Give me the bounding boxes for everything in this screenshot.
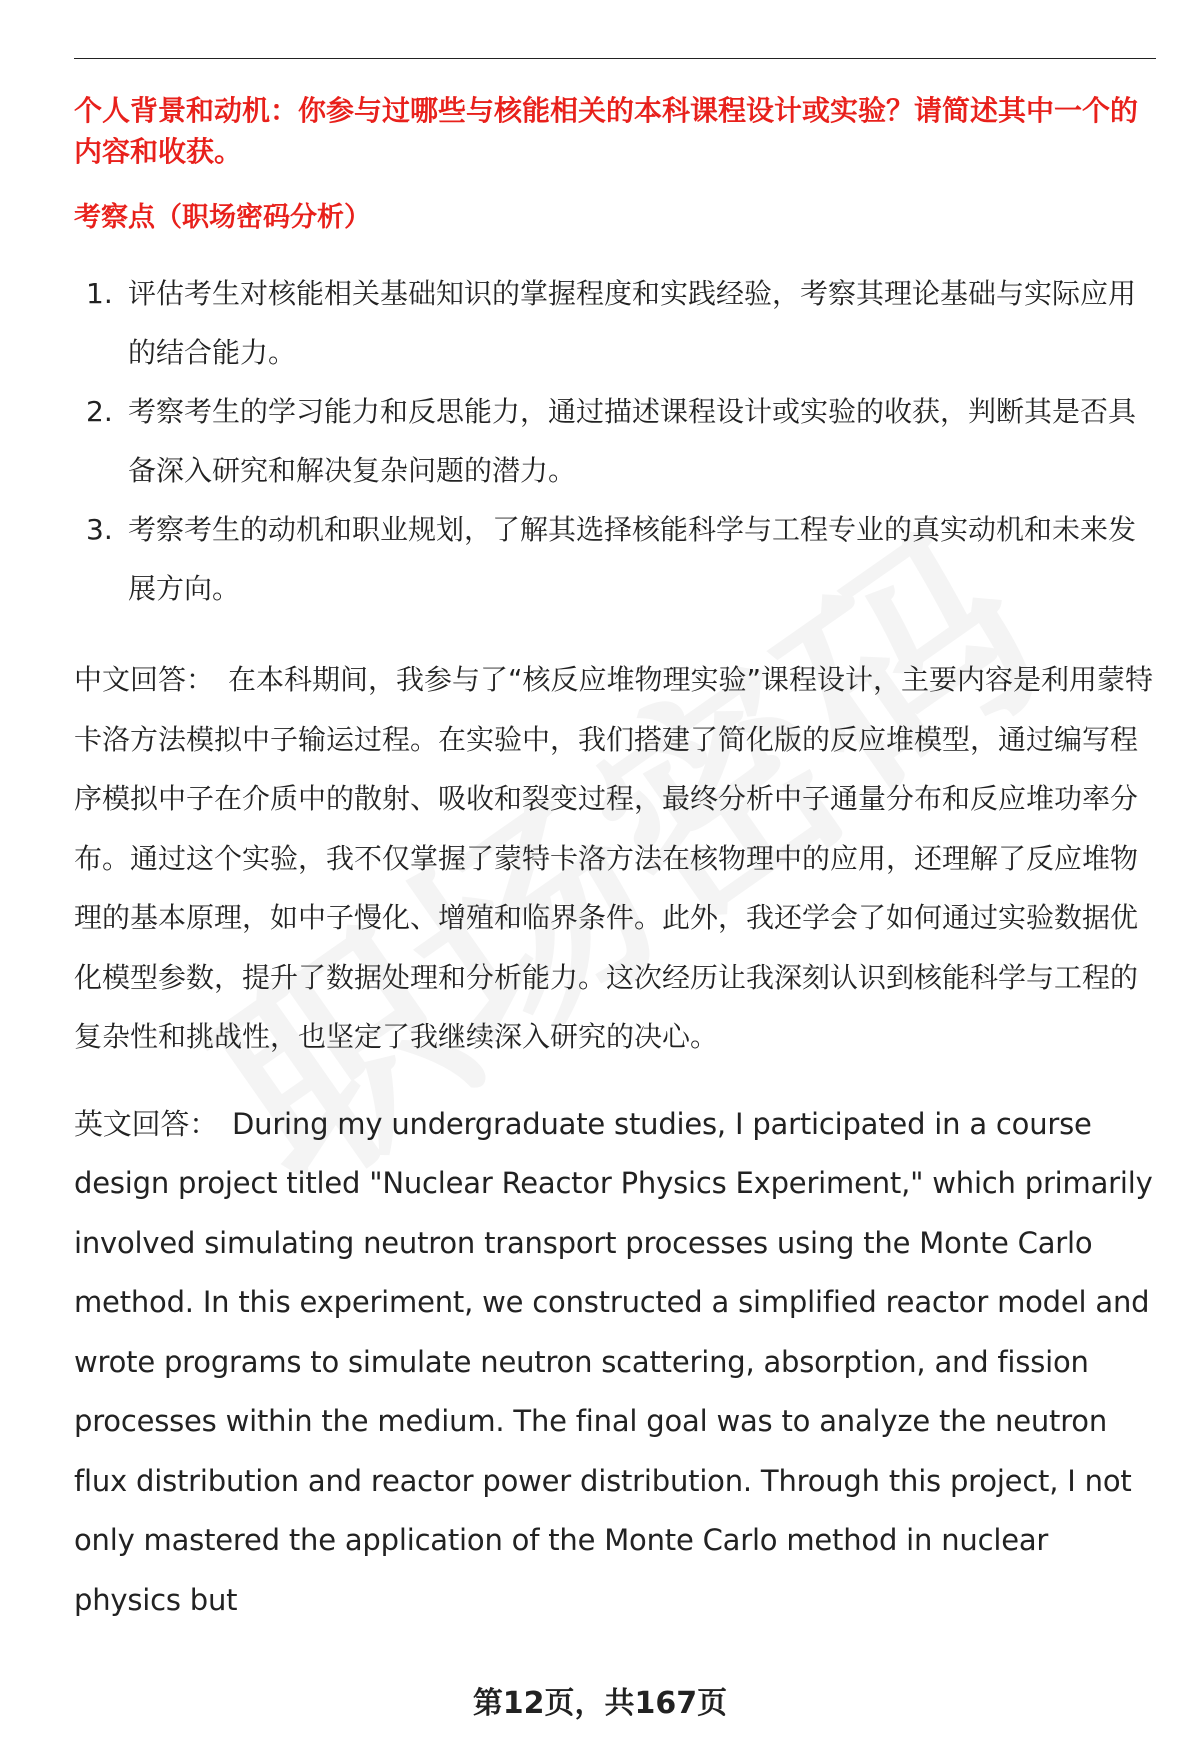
list-item-number: 2. — [86, 395, 113, 428]
list-item-text: 考察考生的动机和职业规划，了解其选择核能科学与工程专业的真实动机和未来发展方向。 — [128, 513, 1137, 605]
list-item-number: 1. — [86, 277, 113, 310]
english-answer-text: During my undergraduate studies, I participated in a course design project titled "Nuclear Reactor Physics Experiment," which primarily involved simulating neutron transport processes using the Monte Carlo method. In this experiment, we constructed a simplified reactor model and wrote programs to simulate neutron scattering, absorption, and fission processes within the medium. The final goal was to analyze the neutron flux distribution and reactor power distribution. Through this project, I not only mastered the application of the Monte Carlo method in nuclear physics but — [74, 1106, 1153, 1617]
page-number-footer: 第12页，共167页 — [472, 1686, 728, 1721]
chinese-answer-text: 在本科期间，我参与了“核反应堆物理实验”课程设计，主要内容是利用蒙特卡洛方法模拟中子输运过程。在实验中，我们搭建了简化版的反应堆模型，通过编写程序模拟中子在介质中的散射、吸收和裂变过程，最终分析中子通量分布和反应堆功率分布。通过这个实验，我不仅掌握了蒙特卡洛方法在核物理中的应用，还理解了反应堆物理的基本原理，如中子慢化、增殖和临界条件。此外，我还学会了如何通过实验数据优化模型参数，提升了数据处理和分析能力。这次经历让我深刻认识到核能科学与工程的复杂性和挑战性，也坚定了我继续深入研究的决心。 — [74, 663, 1154, 1053]
list-item — [74, 382, 1156, 500]
page-content — [74, 90, 1156, 1630]
chinese-answer-label: 中文回答： — [74, 663, 215, 696]
section-heading: 考察点（职场密码分析） — [74, 202, 371, 233]
top-divider — [74, 58, 1156, 59]
assessment-points-list — [74, 264, 1156, 618]
chinese-answer — [74, 650, 1156, 1067]
list-item-number: 3. — [86, 513, 113, 546]
english-answer — [74, 1095, 1156, 1631]
list-item-text: 评估考生对核能相关基础知识的掌握程度和实践经验，考察其理论基础与实际应用的结合能力。 — [128, 277, 1137, 369]
list-item — [74, 264, 1156, 382]
list-item-text: 考察考生的学习能力和反思能力，通过描述课程设计或实验的收获，判断其是否具备深入研究和解决复杂问题的潜力。 — [128, 395, 1137, 487]
list-item — [74, 500, 1156, 618]
question-title: 个人背景和动机：你参与过哪些与核能相关的本科课程设计或实验？请简述其中一个的内容和收获。 — [74, 94, 1139, 168]
english-answer-label: 英文回答： — [74, 1106, 219, 1141]
